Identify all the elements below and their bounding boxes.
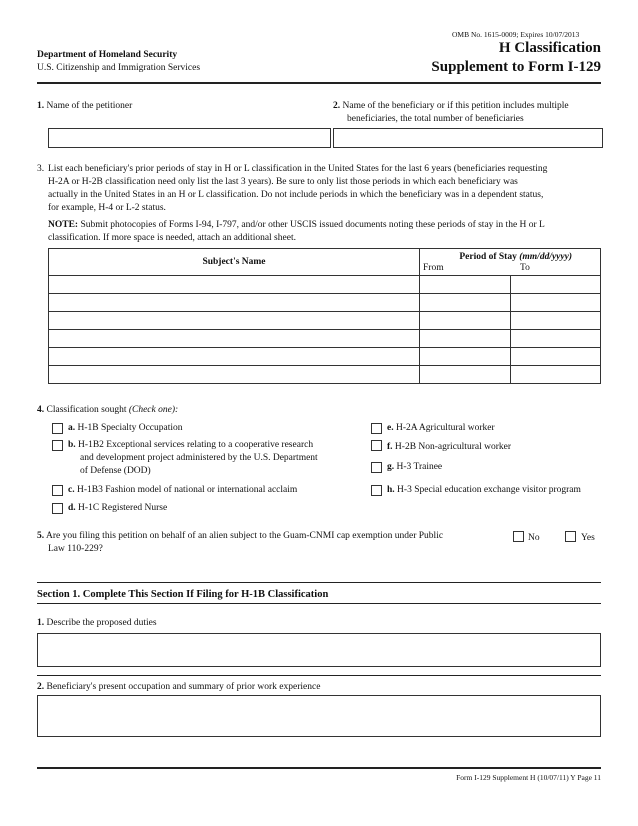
row-from-cell[interactable] bbox=[420, 348, 511, 366]
q3-note: NOTE: Submit photocopies of Forms I-94, I-797, and/or other USCIS issued documents noting these periods of stay in the H or L bbox=[48, 220, 545, 230]
row-name-cell[interactable] bbox=[49, 348, 420, 366]
row-name-cell[interactable] bbox=[49, 330, 420, 348]
table-row bbox=[49, 312, 601, 330]
row-to-cell[interactable] bbox=[511, 294, 601, 312]
period-of-stay-label: Period of Stay bbox=[459, 252, 520, 262]
row-from-cell[interactable] bbox=[420, 330, 511, 348]
option-h1b2-cont: and development project administered by the U.S. Department bbox=[80, 453, 318, 463]
checkbox-h1b2[interactable] bbox=[52, 440, 63, 451]
prior-stay-table bbox=[48, 248, 601, 384]
footer-divider bbox=[37, 767, 601, 769]
period-format-label: (mm/dd/yyyy) bbox=[519, 252, 572, 262]
petitioner-name-field[interactable] bbox=[48, 128, 331, 148]
s1-q2-label: 2. Beneficiary's present occupation and summary of prior work experience bbox=[37, 682, 321, 692]
col-period-of-stay bbox=[420, 249, 601, 276]
omb-number: OMB No. 1615-0009; Expires 10/07/2013 bbox=[452, 30, 580, 39]
row-to-cell[interactable] bbox=[511, 330, 601, 348]
agency-name: U.S. Citizenship and Immigration Services bbox=[37, 63, 201, 73]
option-h3-trainee: g. H-3 Trainee bbox=[387, 462, 443, 472]
row-to-cell[interactable] bbox=[511, 366, 601, 384]
table-row bbox=[49, 366, 601, 384]
department-name: Department of Homeland Security bbox=[37, 50, 178, 60]
checkbox-h3-trainee[interactable] bbox=[371, 462, 382, 473]
s1-q1-label: 1. Describe the proposed duties bbox=[37, 618, 157, 628]
q3-text-1: List each beneficiary's prior periods of stay in H or L classification in the United States for the last 6 years (beneficiaries requesting bbox=[48, 164, 548, 174]
option-h1b3: c. H-1B3 Fashion model of national or international acclaim bbox=[68, 485, 298, 495]
table-row bbox=[49, 348, 601, 366]
option-h1b2: b. H-1B2 Exceptional services relating to a cooperative research bbox=[68, 440, 314, 450]
form-subtitle: Supplement to Form I-129 bbox=[431, 59, 601, 75]
row-from-cell[interactable] bbox=[420, 276, 511, 294]
option-h1b2-cont2: of Defense (DOD) bbox=[80, 466, 151, 476]
label-no: No bbox=[528, 533, 540, 543]
q3-num: 3. bbox=[37, 164, 45, 174]
q1-label: 1. Name of the petitioner bbox=[37, 101, 133, 111]
row-to-cell[interactable] bbox=[511, 276, 601, 294]
label-yes: Yes bbox=[581, 533, 595, 543]
checkbox-h2a[interactable] bbox=[371, 423, 382, 434]
form-title: H Classification bbox=[498, 40, 601, 56]
checkbox-h3-special-ed[interactable] bbox=[371, 485, 382, 496]
q5-label-cont: Law 110-229? bbox=[48, 544, 103, 554]
option-h3-special-ed: h. H-3 Special education exchange visitor program bbox=[387, 485, 581, 495]
occupation-summary-field[interactable] bbox=[37, 695, 601, 737]
q5-label: 5. Are you filing this petition on behalf of an alien subject to the Guam-CNMI cap exemption under Public bbox=[37, 531, 444, 541]
option-h1c: d. H-1C Registered Nurse bbox=[68, 503, 168, 513]
checkbox-h1c[interactable] bbox=[52, 503, 63, 514]
table-row bbox=[49, 330, 601, 348]
q3-text-2: H-2A or H-2B classification need only list the last 3 years). Be sure to only list those periods in which each beneficiary was bbox=[48, 177, 518, 187]
proposed-duties-field[interactable] bbox=[37, 633, 601, 667]
row-name-cell[interactable] bbox=[49, 294, 420, 312]
table-row bbox=[49, 294, 601, 312]
table-header-row bbox=[49, 249, 601, 276]
checkbox-h1b3[interactable] bbox=[52, 485, 63, 496]
header-divider bbox=[37, 82, 601, 84]
row-to-cell[interactable] bbox=[511, 348, 601, 366]
q3-text-3: actually in the United States in an H or L classification. Do not include periods in which the beneficiary was in a dependent status, bbox=[48, 190, 544, 200]
checkbox-guam-no[interactable] bbox=[513, 531, 524, 542]
row-name-cell[interactable] bbox=[49, 276, 420, 294]
table-row bbox=[49, 276, 601, 294]
q3-text-4: for example, H-4 or L-2 status. bbox=[48, 203, 166, 213]
section1-title: Section 1. Complete This Section If Filing for H-1B Classification bbox=[37, 589, 329, 600]
row-to-cell[interactable] bbox=[511, 312, 601, 330]
row-name-cell[interactable] bbox=[49, 312, 420, 330]
q2-label-cont: beneficiaries, the total number of beneficiaries bbox=[347, 114, 524, 124]
option-h1b: a. H-1B Specialty Occupation bbox=[68, 423, 183, 433]
col-to: To bbox=[520, 263, 530, 273]
col-subject-name: Subject's Name bbox=[49, 249, 420, 276]
row-name-cell[interactable] bbox=[49, 366, 420, 384]
checkbox-h2b[interactable] bbox=[371, 440, 382, 451]
section1-top-rule bbox=[37, 582, 601, 583]
row-from-cell[interactable] bbox=[420, 312, 511, 330]
row-from-cell[interactable] bbox=[420, 294, 511, 312]
option-h2b: f. H-2B Non-agricultural worker bbox=[387, 442, 511, 452]
checkbox-h1b[interactable] bbox=[52, 423, 63, 434]
q2-label: 2. Name of the beneficiary or if this petition includes multiple bbox=[333, 101, 569, 111]
col-from: From bbox=[423, 263, 444, 273]
q3-note-cont: classification. If more space is needed, attach an additional sheet. bbox=[48, 233, 296, 243]
row-from-cell[interactable] bbox=[420, 366, 511, 384]
checkbox-guam-yes[interactable] bbox=[565, 531, 576, 542]
footer-form-id: Form I-129 Supplement H (10/07/11) Y Page 11 bbox=[456, 773, 601, 782]
q4-label: 4. Classification sought (Check one): bbox=[37, 405, 179, 415]
s1-divider bbox=[37, 675, 601, 676]
option-h2a: e. H-2A Agricultural worker bbox=[387, 423, 495, 433]
section1-title-rule bbox=[37, 603, 601, 604]
beneficiary-name-field[interactable] bbox=[333, 128, 603, 148]
